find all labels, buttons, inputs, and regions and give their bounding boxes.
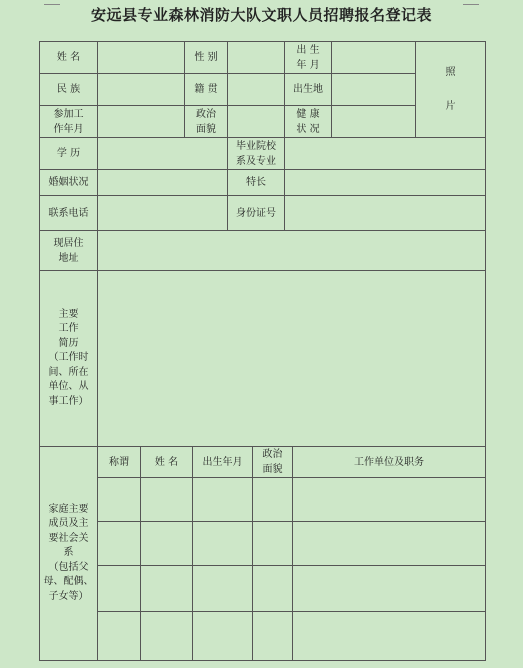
- field-ethnicity[interactable]: [97, 73, 185, 106]
- label-resume: 主要 工作 简历 （工作时 间、所在 单位、从 事工作）: [39, 270, 98, 447]
- family-cell[interactable]: [192, 565, 253, 612]
- header-member-name: 姓 名: [140, 446, 193, 478]
- label-school-major: 毕业院校 系及专业: [227, 137, 285, 170]
- family-cell[interactable]: [140, 521, 193, 566]
- label-family: 家庭主要 成员及主 要社会关 系 （包括父 母、配偶、 子女等）: [39, 446, 98, 661]
- label-ethnicity: 民 族: [39, 73, 98, 106]
- field-education[interactable]: [97, 137, 228, 170]
- field-address[interactable]: [97, 230, 486, 271]
- label-education: 学 历: [39, 137, 98, 170]
- header-relation: 称谓: [97, 446, 141, 478]
- family-cell[interactable]: [252, 521, 293, 566]
- header-work-unit: 工作单位及职务: [292, 446, 486, 478]
- label-marital: 婚姻状况: [39, 169, 98, 196]
- page-title: 安远县专业森林消防大队文职人员招聘报名登记表: [90, 6, 432, 24]
- field-gender[interactable]: [227, 41, 285, 74]
- family-cell[interactable]: [97, 611, 141, 661]
- field-health[interactable]: [331, 105, 416, 138]
- field-specialty[interactable]: [284, 169, 486, 196]
- header-birth: 出生年月: [192, 446, 253, 478]
- family-cell[interactable]: [292, 521, 486, 566]
- family-cell[interactable]: [292, 565, 486, 612]
- label-id-number: 身份证号: [227, 195, 285, 231]
- photo-label-bottom: 片: [445, 100, 456, 112]
- field-phone[interactable]: [97, 195, 228, 231]
- label-birth-place: 出生地: [284, 73, 332, 106]
- label-political-status: 政治 面貌: [184, 105, 228, 138]
- family-cell[interactable]: [140, 477, 193, 522]
- header-political: 政治 面貌: [252, 446, 293, 478]
- field-work-start[interactable]: [97, 105, 185, 138]
- family-cell[interactable]: [252, 477, 293, 522]
- photo-box[interactable]: [415, 41, 486, 138]
- registration-form: [39, 41, 486, 661]
- family-cell[interactable]: [97, 477, 141, 522]
- family-cell[interactable]: [140, 565, 193, 612]
- field-political-status[interactable]: [227, 105, 285, 138]
- field-resume[interactable]: [97, 270, 486, 447]
- family-cell[interactable]: [97, 565, 141, 612]
- label-phone: 联系电话: [39, 195, 98, 231]
- family-cell[interactable]: [192, 521, 253, 566]
- label-name: 姓 名: [39, 41, 98, 74]
- field-native-place[interactable]: [227, 73, 285, 106]
- field-birth-date[interactable]: [331, 41, 416, 74]
- family-cell[interactable]: [252, 611, 293, 661]
- family-cell[interactable]: [97, 521, 141, 566]
- family-cell[interactable]: [140, 611, 193, 661]
- photo-label-top: 照: [445, 67, 456, 79]
- field-marital[interactable]: [97, 169, 228, 196]
- family-cell[interactable]: [192, 611, 253, 661]
- label-birth-date: 出 生 年 月: [284, 41, 332, 74]
- label-gender: 性 别: [184, 41, 228, 74]
- label-native-place: 籍 贯: [184, 73, 228, 106]
- family-cell[interactable]: [252, 565, 293, 612]
- field-birth-place[interactable]: [331, 73, 416, 106]
- family-cell[interactable]: [292, 477, 486, 522]
- label-health: 健 康 状 况: [284, 105, 332, 138]
- label-specialty: 特长: [227, 169, 285, 196]
- family-cell[interactable]: [292, 611, 486, 661]
- field-school-major[interactable]: [284, 137, 486, 170]
- field-name[interactable]: [97, 41, 185, 74]
- family-cell[interactable]: [192, 477, 253, 522]
- label-work-start: 参加工 作年月: [39, 105, 98, 138]
- label-address: 现居住 地址: [39, 230, 98, 271]
- field-id-number[interactable]: [284, 195, 486, 231]
